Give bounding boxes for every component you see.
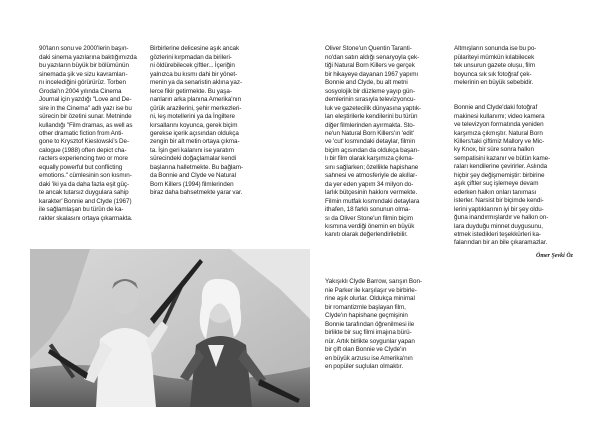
paragraph: Oliver Stone'un Quentin Taranti- no'dan satın aldığı senaryoyla çek- tiği Natural Born Killers ve gerçek bir hikayeye dayanan 1967 yapımı Bonnie and Clyde, bu alt metni sosyolojik bir düzleme yayıp gün- demlerinin sırasıyla televizyoncu- luk ve gazetecilik dünyasına yaptık- ları eleştirilerle kendilerini bu türün diğer filmlerinden ayırmakta. Sto- ne'un Natural Born Killers'ın 'edit' ve 'cut' kısmındaki detaylar, filmin biçim açısından da oldukça başarı- lı bir film olarak karşımıza çıkma- sını sağlarken; özellikle hapishane sahnesi ve atmosferiyle de akıllar- da yer eden yapım 34 milyon do- larlık bütçesinin hakkını vermekte. Filmin mutfak kısmındaki detaylara ithafen, 18 farklı sonunun olma- sı da Oliver Stone'un filmin biçim kısmına verdiği önemin en büyük kanıtı olarak değerlendirilebilir. — [325, 45, 422, 239]
article-column-1 — [39, 37, 138, 231]
article-column-3-lower — [325, 270, 432, 380]
paragraph: Altmışların sonunda ise bu po- pülariteyi mümkün kılabilecek tek unsurun gazete olușu, film boyunca sık sık fotoğraf çek- melerinin en büyük sebebidir. — [454, 45, 537, 87]
film-still-illustration — [30, 249, 310, 407]
paragraph: Birbirlerine delicesine aşık ancak gözlerini kırpmadan da birileri- ni öldürebilecek çiftler... İçeriğin yalnızca bu kısmı dahi bir yönet- menin ya da senaristin aklına yaz- lerce fikir getirmekte. Bu yaşa- nanların arka planına Amerika'nın çürük arazilerini, şehir merkezleri- ni, leş motellerini ya da İngiltere kırsallarını koyunca, gerek biçim gerekse içerik açısından oldukça zengin bir alt metin ortaya çıkma- ta. İşin geri kalanını ise yaratım sürecindeki doğaçlamalar kendi başlarına halletmekte. Bu bağlam- da Bonnie and Clyde ve Natural Born Killers (1994) filmlerinden biraz daha bahsetmekte yarar var. — [150, 45, 244, 197]
article-column-3 — [325, 37, 432, 248]
author-signature: Ömer Şevki Öz — [536, 253, 573, 259]
film-still-photo — [30, 249, 310, 407]
article-column-2 — [150, 37, 249, 206]
paragraph: 90'ların sonu ve 2000'lerin başın- daki sinema yazılarına baktığımızda bu yazıların büyük bir bölümünün sinemada şik ve sizu kavramları- nı incelediğini görürürüz. Torben Grodal'ın 2004 yılında Cinema Journal için yazdığı "Love and De- sire in the Cinema" adlı yazı ise bu sürecin bir özetini sunar. Metninde kullandığı "Film dramas, as well as other dramatic fiction from Anti- gone to Krysztof Kieslowski's De- calogue (1988) often depict cha- racters experiencing two or more equally powerful but conflicting emotions." cümlesinin son kısmın- daki 'iki ya da daha fazla eşit güç- te ancak tutarsız duygulara sahip karakter' Bonnie and Clyde (1967) ile sağlamlaşan bu türün de ka- rakter skalasını ortaya çıkarmakta. — [39, 45, 137, 222]
article-column-4 — [454, 37, 561, 256]
paragraph: Yakışıklı Clyde Barrow, sarışın Bon- nie Parker ile karşılaşır ve birbirle- rine aşık olurlar. Oldukça minimal bir romantizmle başlayan film, Clyde'ın hapishane geçmişinin Bonnie tarafından öğrenilmesi ile birlikte bir suç filmi imajına bürü- nür. Artık birlikte soygunlar yapan bir çift olan Bonnie ve Clyde'ın en büyük arzusu ise Amerika'nın en popüler suçluları olmaktır. — [325, 278, 422, 370]
paragraph: Bonnie and Clyde'daki fotoğraf makinesi kullanımı; video kamera ve televizyon formatında yeniden karşımıza çıkmıştır. Natural Born Killers'taki çiftimiz Mallory ve Mic- ky Knox, bir süre sonra halkın sempatisini kazanır ve bütün kame- raları kendilerine çevirirler. Aslında hiçbir şey değişmemiştir: birbirine aşık çiftler suç işlemeye devam ederken halkın onları tanıması isterler. Narsist bir biçimde kendi- lerini yaptıklarının iyi bir şey oldu- ğuna inandırmışlardır ve halkın on- lara duyduğu minnet duygusunu, etmek istedikleri teşekkürleri ka- falarından bir an bile çıkaramazlar. — [454, 104, 551, 247]
